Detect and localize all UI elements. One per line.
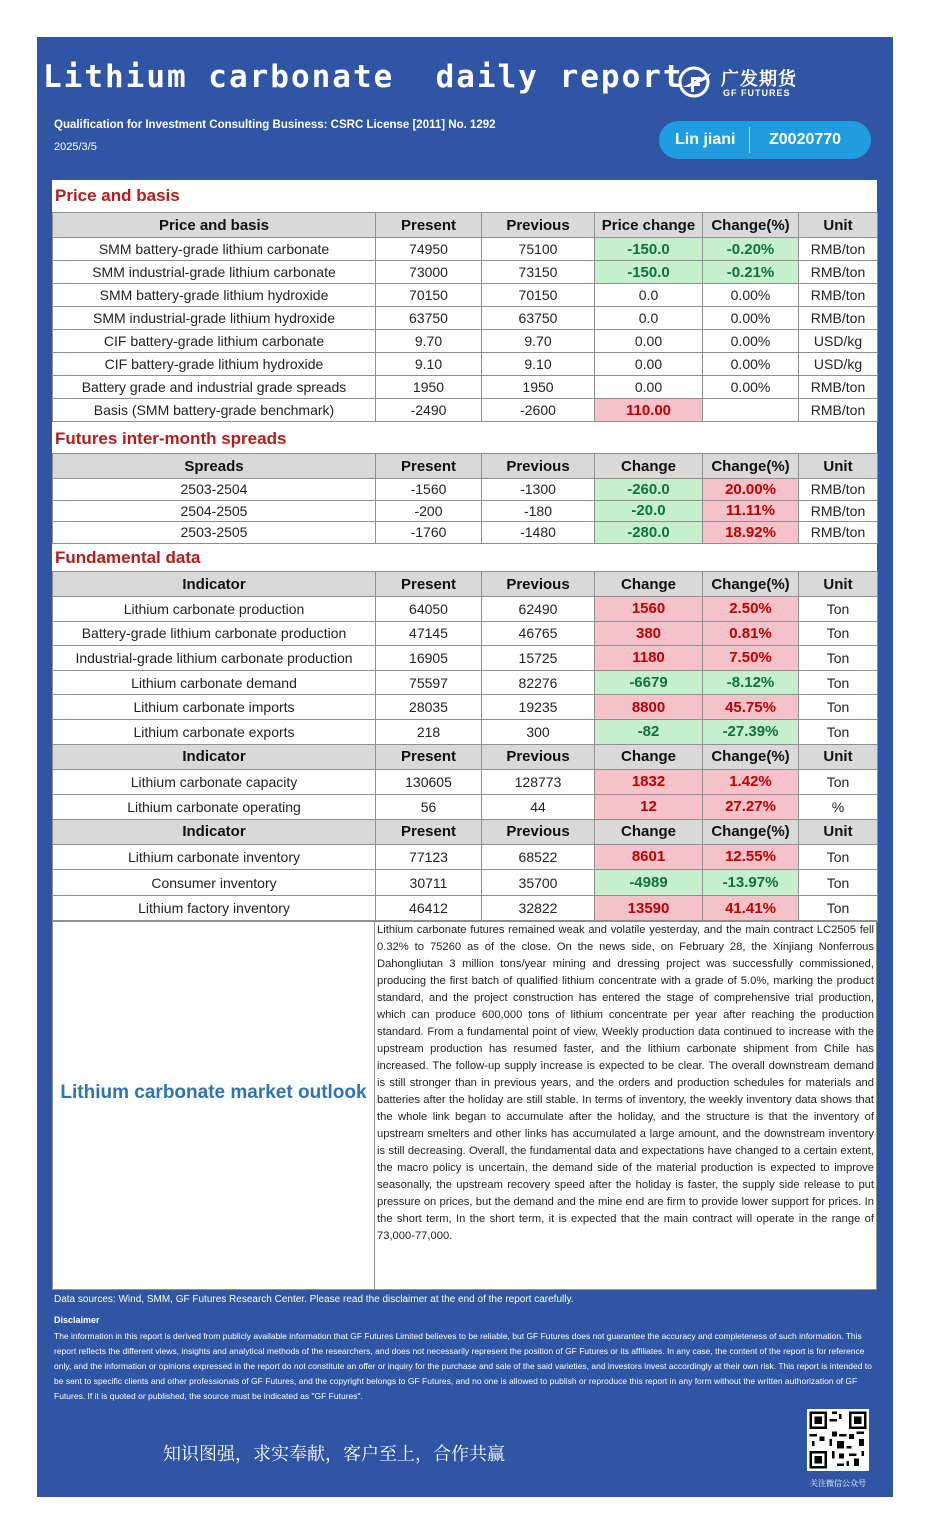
column-header: Previous: [482, 744, 595, 769]
change-value: 0.0: [595, 307, 703, 330]
report-title: Lithium carbonate daily report: [43, 59, 684, 95]
previous-value: -1300: [482, 479, 595, 501]
column-header: Change(%): [703, 572, 799, 597]
row-label: SMM battery-grade lithium hydroxide: [53, 284, 376, 307]
present-value: 74950: [376, 238, 482, 261]
unit-label: Ton: [799, 719, 878, 744]
present-value: 1950: [376, 376, 482, 399]
unit-label: Ton: [799, 597, 878, 622]
column-header: Change(%): [703, 454, 799, 479]
row-label: SMM industrial-grade lithium carbonate: [53, 261, 376, 284]
present-value: 47145: [376, 621, 482, 646]
table-row: [53, 238, 878, 261]
change-value: -280.0: [595, 522, 703, 544]
change-percent: -13.97%: [703, 870, 799, 896]
previous-value: -1480: [482, 522, 595, 544]
row-label: 2504-2505: [53, 500, 376, 522]
present-value: 46412: [376, 895, 482, 921]
previous-value: 35700: [482, 870, 595, 896]
present-value: 70150: [376, 284, 482, 307]
column-header: Present: [376, 454, 482, 479]
qr-caption: 关注微信公众号: [810, 1479, 866, 1488]
row-label: Battery grade and industrial grade spreads: [53, 376, 376, 399]
outlook-text: Lithium carbonate futures remained weak and volatile yesterday, and the main contract LC2505 fell 0.32% to 75260 as of the close. On the news side, on February 28, the Xinjiang Nonferrous Dahongliutan 3 million tons/year mining and dressing project was successfully commissioned, producing the first batch of qualified lithium concentrate with a grade of 5.0%, marking the product standard, and the project construction has entered the stage of comprehensive trial production, which can produce 600,000 tons of lithium concentrate per year after reaching the production standard. From a fundamental point of view, Weekly production data continued to increase with the upstream production has resumed faster, and the lithium carbonate shipment from Chile has increased. The follow-up supply increase is expected to be clear. The overall downstream demand is still stronger than in previous years, and the orders and production schedules for materials and batteries after the holiday are still stable. In terms of inventory, the weekly inventory data shows that the whole link began to accumulate after the holiday, and the structure is that the inventory of upstream smelters and other links has accumulated a large amount, and the downstream inventory is still decreasing. Overall, the fundamental data and expectations have changed to a certain extent, the macro policy is uncertain, the demand side of the material production is expected to improve seasonally, the upstream recovery speed after the holiday is faster, the supply side release to put pressure on prices, but the demand and the mine end are firm to provide lower support for prices. In the short term, In the short term, it is expected that the main contract will operate in the range of 73,000-77,000.: [375, 920, 877, 1290]
price-basis-table: [52, 212, 878, 422]
outlook-label-cell: [52, 920, 375, 1290]
previous-value: 9.70: [482, 330, 595, 353]
author-license: Z0020770: [769, 131, 842, 148]
row-label: Battery-grade lithium carbonate production: [53, 621, 376, 646]
change-percent: -8.12%: [703, 670, 799, 695]
row-label: Lithium carbonate operating: [53, 794, 376, 819]
change-value: 0.0: [595, 284, 703, 307]
previous-value: 9.10: [482, 353, 595, 376]
change-percent: 0.00%: [703, 330, 799, 353]
qualification-line: Qualification for Investment Consulting Business: CSRC License [2011] No. 1292: [54, 119, 496, 131]
column-header: Change(%): [703, 819, 799, 844]
unit-label: RMB/ton: [799, 261, 878, 284]
disclaimer-title: Disclaimer: [54, 1315, 100, 1325]
table-header-row: [53, 213, 878, 238]
table-row: [53, 376, 878, 399]
column-header: Present: [376, 744, 482, 769]
unit-label: RMB/ton: [799, 500, 878, 522]
column-header: Price and basis: [53, 213, 376, 238]
previous-value: 62490: [482, 597, 595, 622]
table-row: [53, 670, 878, 695]
previous-value: -180: [482, 500, 595, 522]
change-percent: 0.00%: [703, 353, 799, 376]
fundamental-table: [52, 571, 878, 922]
present-value: 130605: [376, 769, 482, 794]
row-label: SMM battery-grade lithium carbonate: [53, 238, 376, 261]
change-value: 1832: [595, 769, 703, 794]
row-label: Lithium carbonate demand: [53, 670, 376, 695]
unit-label: Ton: [799, 844, 878, 870]
column-header: Previous: [482, 454, 595, 479]
change-value: -150.0: [595, 238, 703, 261]
table-row: [53, 895, 878, 921]
change-value: 110.00: [595, 399, 703, 422]
present-value: 30711: [376, 870, 482, 896]
change-percent: [703, 399, 799, 422]
table-row: [53, 769, 878, 794]
section-title-price: Price and basis: [55, 186, 180, 205]
column-header: Previous: [482, 213, 595, 238]
column-header: Change: [595, 819, 703, 844]
row-label: CIF battery-grade lithium carbonate: [53, 330, 376, 353]
change-percent: 0.00%: [703, 284, 799, 307]
previous-value: 75100: [482, 238, 595, 261]
data-card: [52, 180, 877, 1290]
outlook-label: Lithium carbonate market outlook: [60, 1082, 367, 1103]
change-value: -150.0: [595, 261, 703, 284]
change-percent: -27.39%: [703, 719, 799, 744]
change-percent: -0.21%: [703, 261, 799, 284]
unit-label: RMB/ton: [799, 376, 878, 399]
table-row: [53, 500, 878, 522]
column-header: Previous: [482, 572, 595, 597]
change-value: 12: [595, 794, 703, 819]
column-header: Unit: [799, 572, 878, 597]
unit-label: Ton: [799, 895, 878, 921]
table-row: [53, 844, 878, 870]
table-row: [53, 330, 878, 353]
present-value: 16905: [376, 646, 482, 671]
change-value: 0.00: [595, 353, 703, 376]
change-percent: 11.11%: [703, 500, 799, 522]
change-percent: 0.81%: [703, 621, 799, 646]
previous-value: 15725: [482, 646, 595, 671]
row-label: Lithium carbonate inventory: [53, 844, 376, 870]
unit-label: RMB/ton: [799, 522, 878, 544]
table-row: [53, 794, 878, 819]
present-value: 64050: [376, 597, 482, 622]
logo-chinese-name: 广发期货: [721, 69, 797, 90]
unit-label: Ton: [799, 870, 878, 896]
change-value: 8601: [595, 844, 703, 870]
column-header: Present: [376, 572, 482, 597]
present-value: 9.70: [376, 330, 482, 353]
change-percent: -0.20%: [703, 238, 799, 261]
table-row: [53, 695, 878, 720]
unit-label: Ton: [799, 670, 878, 695]
change-percent: 18.92%: [703, 522, 799, 544]
data-sources: Data sources: Wind, SMM, GF Futures Research Center. Please read the disclaimer at the end of the report carefully.: [54, 1294, 574, 1305]
author-divider: [749, 127, 750, 153]
logo-english-name: GF FUTURES: [723, 88, 791, 98]
column-header: Unit: [799, 819, 878, 844]
column-header: Present: [376, 213, 482, 238]
unit-label: Ton: [799, 695, 878, 720]
unit-label: RMB/ton: [799, 479, 878, 501]
change-value: 0.00: [595, 376, 703, 399]
column-header: Unit: [799, 213, 878, 238]
previous-value: 46765: [482, 621, 595, 646]
unit-label: USD/kg: [799, 330, 878, 353]
column-header: Change: [595, 572, 703, 597]
spreads-table: [52, 453, 878, 544]
change-percent: 27.27%: [703, 794, 799, 819]
disclaimer-text: The information in this report is derived from publicly available information that GF Futures Limited believes to be reliable, but GF Futures does not guarantee the accuracy and completeness of such information. This report reflects the different views, insights and analytical methods of the researchers, and does not necessarily represent the position of GF Futures or its affiliates. In any case, the content of the report is for reference only, and the information or opinions expressed in the report do not constitute an offer or inquiry for the purchase and sale of the said varieties, and investors invest accordingly at their own risk. This report is intended to be sent to specific clients and other professionals of GF Futures, and the copyright belongs to GF Futures, and no one is allowed to publish or reproduce this report in any form without the written authorization of GF Futures. If it is quoted or published, the source must be indicated as "GF Futures".: [54, 1331, 872, 1401]
change-value: -20.0: [595, 500, 703, 522]
change-value: 8800: [595, 695, 703, 720]
table-row: [53, 719, 878, 744]
gf-logo-icon: [677, 65, 715, 99]
row-label: Lithium carbonate capacity: [53, 769, 376, 794]
column-header: Previous: [482, 819, 595, 844]
change-percent: 1.42%: [703, 769, 799, 794]
previous-value: 82276: [482, 670, 595, 695]
section-title-fundamental: Fundamental data: [55, 548, 201, 567]
previous-value: 44: [482, 794, 595, 819]
row-label: CIF battery-grade lithium hydroxide: [53, 353, 376, 376]
change-percent: 45.75%: [703, 695, 799, 720]
previous-value: -2600: [482, 399, 595, 422]
row-label: SMM industrial-grade lithium hydroxide: [53, 307, 376, 330]
change-value: 1180: [595, 646, 703, 671]
row-label: Basis (SMM battery-grade benchmark): [53, 399, 376, 422]
unit-label: RMB/ton: [799, 284, 878, 307]
change-value: -82: [595, 719, 703, 744]
row-label: Lithium carbonate production: [53, 597, 376, 622]
change-percent: 0.00%: [703, 376, 799, 399]
change-value: -6679: [595, 670, 703, 695]
change-value: 0.00: [595, 330, 703, 353]
row-label: Consumer inventory: [53, 870, 376, 896]
present-value: -200: [376, 500, 482, 522]
row-label: Industrial-grade lithium carbonate production: [53, 646, 376, 671]
row-label: Lithium carbonate imports: [53, 695, 376, 720]
qr-code-icon: [807, 1409, 869, 1471]
table-row: [53, 870, 878, 896]
table-row: [53, 284, 878, 307]
previous-value: 73150: [482, 261, 595, 284]
company-slogan: 知识图强，求实奉献，客户至上，合作共赢: [163, 1444, 505, 1465]
present-value: 73000: [376, 261, 482, 284]
table-row: [53, 621, 878, 646]
present-value: 75597: [376, 670, 482, 695]
change-percent: 2.50%: [703, 597, 799, 622]
unit-label: Ton: [799, 769, 878, 794]
present-value: -1760: [376, 522, 482, 544]
table-header-row: [53, 819, 878, 844]
unit-label: RMB/ton: [799, 399, 878, 422]
report-date: 2025/3/5: [54, 141, 97, 153]
column-header: Unit: [799, 744, 878, 769]
previous-value: 19235: [482, 695, 595, 720]
row-label: Lithium carbonate exports: [53, 719, 376, 744]
table-row: [53, 479, 878, 501]
change-percent: 20.00%: [703, 479, 799, 501]
section-title-spreads: Futures inter-month spreads: [55, 429, 287, 448]
unit-label: RMB/ton: [799, 238, 878, 261]
change-value: 380: [595, 621, 703, 646]
change-value: 1560: [595, 597, 703, 622]
row-label: Lithium factory inventory: [53, 895, 376, 921]
table-row: [53, 522, 878, 544]
column-header: Change(%): [703, 213, 799, 238]
column-header: Indicator: [53, 819, 376, 844]
present-value: 28035: [376, 695, 482, 720]
table-header-row: [53, 572, 878, 597]
change-percent: 0.00%: [703, 307, 799, 330]
table-row: [53, 399, 878, 422]
previous-value: 1950: [482, 376, 595, 399]
column-header: Indicator: [53, 572, 376, 597]
change-percent: 7.50%: [703, 646, 799, 671]
table-header-row: [53, 454, 878, 479]
table-header-row: [53, 744, 878, 769]
change-value: -260.0: [595, 479, 703, 501]
table-row: [53, 307, 878, 330]
present-value: 56: [376, 794, 482, 819]
column-header: Indicator: [53, 744, 376, 769]
previous-value: 70150: [482, 284, 595, 307]
table-row: [53, 646, 878, 671]
table-row: [53, 597, 878, 622]
column-header: Present: [376, 819, 482, 844]
table-row: [53, 261, 878, 284]
previous-value: 300: [482, 719, 595, 744]
column-header: Change: [595, 744, 703, 769]
unit-label: RMB/ton: [799, 307, 878, 330]
previous-value: 63750: [482, 307, 595, 330]
author-name: Lin jiani: [675, 131, 736, 148]
change-percent: 41.41%: [703, 895, 799, 921]
gf-futures-logo: [677, 63, 817, 103]
table-row: [53, 353, 878, 376]
unit-label: Ton: [799, 621, 878, 646]
change-value: -4989: [595, 870, 703, 896]
column-header: Price change: [595, 213, 703, 238]
present-value: 218: [376, 719, 482, 744]
author-badge: [659, 121, 871, 159]
row-label: 2503-2504: [53, 479, 376, 501]
present-value: 77123: [376, 844, 482, 870]
previous-value: 128773: [482, 769, 595, 794]
column-header: Change(%): [703, 744, 799, 769]
column-header: Unit: [799, 454, 878, 479]
unit-label: Ton: [799, 646, 878, 671]
present-value: -1560: [376, 479, 482, 501]
change-value: 13590: [595, 895, 703, 921]
row-label: 2503-2505: [53, 522, 376, 544]
change-percent: 12.55%: [703, 844, 799, 870]
unit-label: USD/kg: [799, 353, 878, 376]
previous-value: 32822: [482, 895, 595, 921]
present-value: 63750: [376, 307, 482, 330]
column-header: Change: [595, 454, 703, 479]
unit-label: %: [799, 794, 878, 819]
report-page: [37, 37, 893, 1497]
present-value: 9.10: [376, 353, 482, 376]
present-value: -2490: [376, 399, 482, 422]
previous-value: 68522: [482, 844, 595, 870]
column-header: Spreads: [53, 454, 376, 479]
